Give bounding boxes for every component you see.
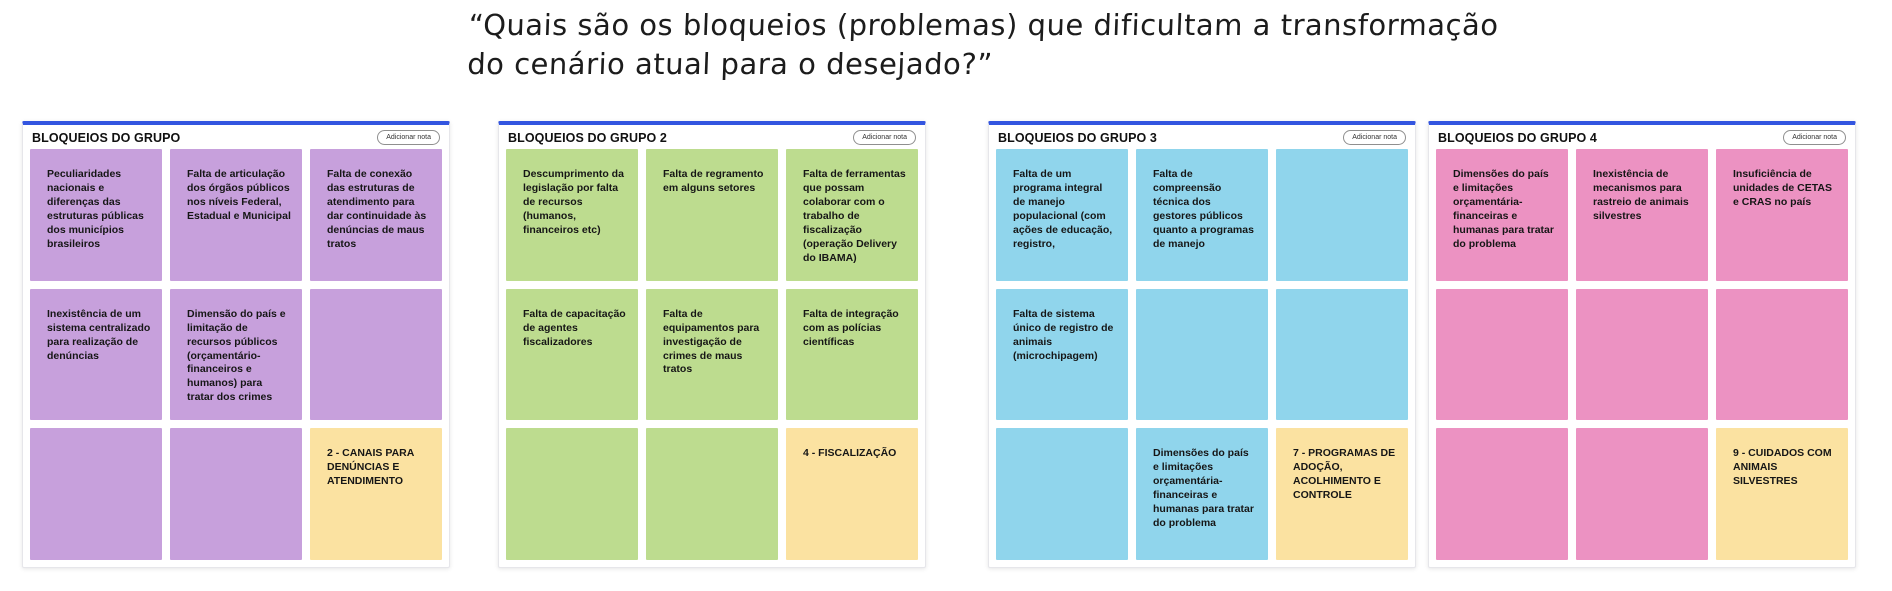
category-note[interactable] (786, 428, 918, 560)
category-note[interactable] (310, 428, 442, 560)
sticky-note[interactable] (786, 289, 918, 421)
sticky-note-text: Insuficiência de unidades de CETAS e CRAS no país (1733, 168, 1832, 208)
sticky-note[interactable] (170, 149, 302, 281)
add-note-button[interactable]: Adicionar nota (1783, 130, 1846, 145)
add-note-button[interactable]: Adicionar nota (853, 130, 916, 145)
sticky-note-text: Peculiaridades nacionais e diferenças das estruturas públicas dos municípios brasileiros (47, 168, 144, 250)
add-note-button[interactable]: Adicionar nota (377, 130, 440, 145)
sticky-note-text: 7 - PROGRAMAS DE ADOÇÃO, ACOLHIMENTO E CONTROLE (1293, 447, 1396, 502)
sticky-note-text: Falta de regramento em alguns setores (663, 168, 764, 194)
sticky-note[interactable] (996, 289, 1128, 421)
panel-bloqueios-grupo-2 (498, 121, 926, 568)
category-note[interactable] (1716, 428, 1848, 560)
sticky-note-text: Falta de articulação dos órgãos públicos nos níveis Federal, Estadual e Municipal (187, 168, 291, 222)
sticky-note[interactable] (1136, 289, 1268, 421)
panel-bloqueios-grupo-3 (988, 121, 1416, 568)
sticky-note-text: Dimensões do país e limitações orçamentária-financeiras e humanas para tratar do problema (1453, 168, 1554, 250)
panel-title: BLOQUEIOS DO GRUPO 3 (998, 130, 1157, 145)
sticky-note[interactable] (506, 428, 638, 560)
sticky-note-text: 2 - CANAIS PARA DENÚNCIAS E ATENDIMENTO (327, 447, 414, 488)
panel-header (499, 125, 925, 148)
sticky-note[interactable] (1276, 149, 1408, 281)
sticky-note[interactable] (1136, 149, 1268, 281)
notes-grid (989, 148, 1415, 567)
sticky-note[interactable] (646, 428, 778, 560)
sticky-note[interactable] (1576, 149, 1708, 281)
panel-header (23, 125, 449, 148)
sticky-note[interactable] (996, 428, 1128, 560)
sticky-note[interactable] (310, 149, 442, 281)
sticky-note-text: Inexistência de mecanismos para rastreio de animais silvestres (1593, 168, 1689, 222)
sticky-note[interactable] (646, 289, 778, 421)
sticky-note[interactable] (1716, 289, 1848, 421)
sticky-note[interactable] (1436, 149, 1568, 281)
sticky-note[interactable] (1716, 149, 1848, 281)
sticky-note[interactable] (30, 149, 162, 281)
sticky-note[interactable] (646, 149, 778, 281)
sticky-note-text: Falta de ferramentas que possam colaborar com o trabalho de fiscalização (operação Delivery do IBAMA) (803, 168, 906, 264)
panel-title: BLOQUEIOS DO GRUPO 4 (1438, 130, 1597, 145)
sticky-note[interactable] (30, 428, 162, 560)
panel-title: BLOQUEIOS DO GRUPO 2 (508, 130, 667, 145)
sticky-note[interactable] (1136, 428, 1268, 560)
sticky-note-text: Dimensões do país e limitações orçamentária-financeiras e humanas para tratar do problema (1153, 447, 1254, 530)
panel-bloqueios-grupo-4 (1428, 121, 1856, 568)
notes-grid (23, 148, 449, 567)
add-note-button[interactable]: Adicionar nota (1343, 130, 1406, 145)
sticky-note[interactable] (1436, 428, 1568, 560)
sticky-note[interactable] (30, 289, 162, 421)
board-question-line1: “Quais são os bloqueios (problemas) que dificultam a transformação (468, 8, 1500, 42)
panel-title: BLOQUEIOS DO GRUPO (32, 130, 181, 145)
sticky-note-text: Descumprimento da legislação por falta de recursos (humanos, financeiros etc) (523, 168, 624, 236)
sticky-note-text: Falta de compreensão técnica dos gestores públicos quanto a programas de manejo (1153, 168, 1254, 250)
panel-header (1429, 125, 1855, 148)
sticky-note[interactable] (1436, 289, 1568, 421)
panel-bloqueios-grupo-1 (22, 121, 450, 568)
notes-grid (499, 148, 925, 567)
sticky-note[interactable] (1576, 428, 1708, 560)
category-note[interactable] (1276, 428, 1408, 560)
sticky-note[interactable] (1276, 289, 1408, 421)
sticky-note-text: Falta de conexão das estruturas de atendimento para dar continuidade às denúncias de maus tratos (327, 168, 427, 250)
sticky-note[interactable] (310, 289, 442, 421)
sticky-note-text: Dimensão do país e limitação de recursos públicos (orçamentário-financeiros e humanos) para tratar dos crimes (187, 307, 286, 404)
sticky-note-text: Falta de equipamentos para investigação de crimes de maus tratos (663, 307, 760, 376)
sticky-note-text: Falta de capacitação de agentes fiscalizadores (523, 307, 626, 348)
sticky-note-text: Falta de sistema único de registro de animais (microchipagem) (1013, 307, 1114, 362)
sticky-note[interactable] (170, 289, 302, 421)
sticky-note-text: 9 - CUIDADOS COM ANIMAIS SILVESTRES (1733, 447, 1832, 488)
sticky-note[interactable] (786, 149, 918, 281)
panel-header (989, 125, 1415, 148)
sticky-note-text: Falta de um programa integral de manejo populacional (com ações de educação, registro, (1013, 168, 1113, 250)
sticky-note-text: Falta de integração com as polícias científicas (803, 307, 899, 348)
sticky-note-text: 4 - FISCALIZAÇÃO (803, 447, 897, 460)
sticky-note-text: Inexistência de um sistema centralizado para realização de denúncias (47, 307, 151, 362)
sticky-note[interactable] (170, 428, 302, 560)
sticky-note[interactable] (996, 149, 1128, 281)
notes-grid (1429, 148, 1855, 567)
sticky-note[interactable] (506, 149, 638, 281)
board-question-line2: do cenário atual para o desejado?” (466, 46, 994, 81)
sticky-note[interactable] (1576, 289, 1708, 421)
board-question (467, 6, 1500, 83)
sticky-note[interactable] (506, 289, 638, 421)
